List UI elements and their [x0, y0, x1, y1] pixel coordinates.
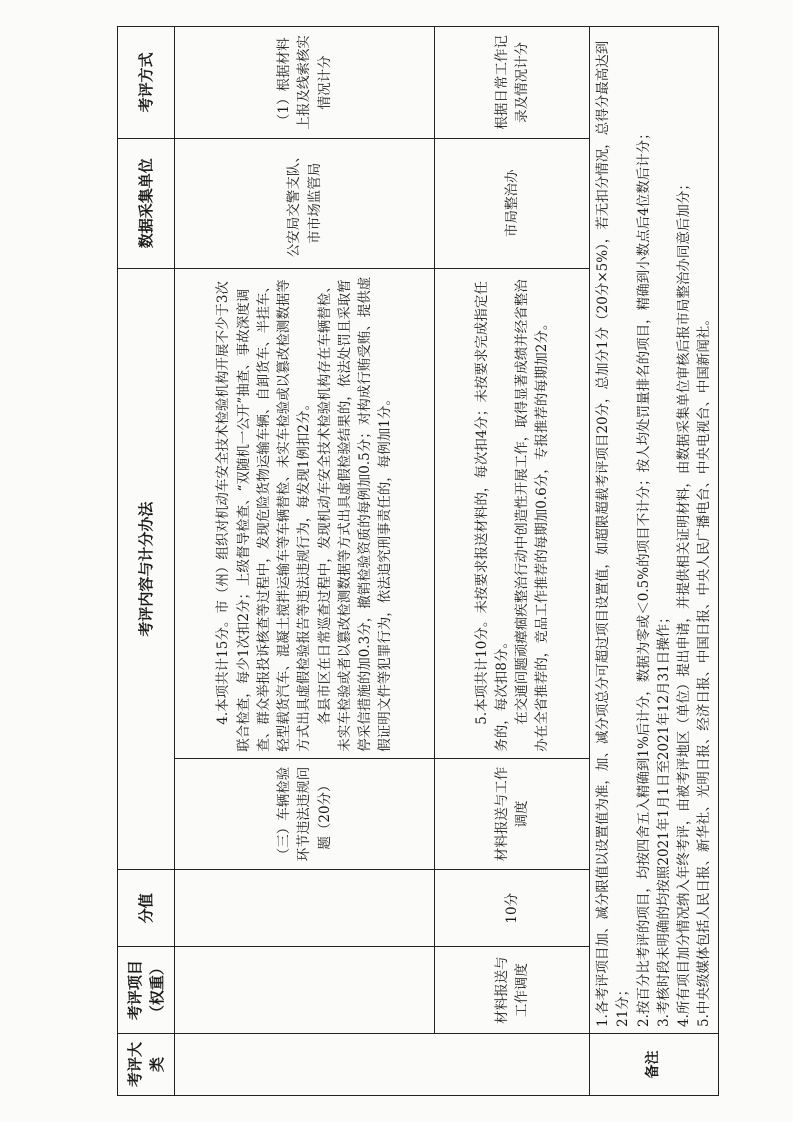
item-cell: [175, 947, 435, 1034]
score-cell: 10分: [435, 870, 590, 947]
note-item: 3.考核时段未明确的均按照2021年1月1日至2021年12月31日操作；: [655, 610, 672, 1027]
header-score: 分值: [118, 870, 175, 947]
content-cell: [175, 268, 435, 758]
header-category: 考评大类: [118, 1034, 175, 1096]
header-row: [118, 27, 175, 1096]
score-cell: [175, 870, 435, 947]
sub-item-cell: （三）车辆检验环节违法违规问题（20分）: [175, 758, 435, 870]
header-source: 数据采集单位: [118, 138, 175, 268]
notes-label: 备注: [590, 1034, 719, 1096]
item-cell: 材料报送与工作调度: [435, 947, 590, 1034]
note-item: 2.按百分比考评的项目，均按四舍五入精确到1%后计分，数据为零或＜0.5%的项目不计分；按人均处罚量排名的项目，精确到小数点后4位数后计分；: [635, 126, 652, 1027]
content-paragraph: 各县市区在日常巡查过程中，发现机动车安全技术检验机构存在车辆替检、未实车检验或者以篡改检测数据等方式出具虚假检验结果的，依法处罚且采取暂停采信措施的加0.3分，撤销检验资质的每例加0.5分；对构成行贿受贿、提供虚假证明文件等犯罪行为，依法追究刑事责任的，每例加1分。: [316, 276, 394, 752]
notes-row: [590, 27, 719, 1096]
source-cell: 公安局交警支队、市市场监管局: [175, 138, 435, 268]
assessment-table: [117, 26, 719, 1096]
method-cell: 根据日常工作记录及情况计分: [435, 27, 590, 139]
content-paragraph: 4.本项共计15分。市（州）组织对机动车安全技术检验机构开展不少于3次联合检查，每少1次扣2分；上级督导检查、“双随机一公开”抽查、事故深度调查、群众举报投诉核查等过程中，发现危险货物运输车辆、自卸货车、半挂车、轻型载货汽车、混凝土搅拌运输车等车辆替检、未实车检验或以篡改检测数据等方式出具虚假检验报告等违法违规行为，每发现1例扣2分。: [215, 279, 313, 752]
content-cell: [435, 268, 590, 758]
category-cell: [175, 1034, 590, 1096]
note-item: 1.各考评项目加、减分限值以设置值为准，加、减分项总分可超过项目设置值，如超限超载考评项目20分，总加分1分（20分×5%），若无扣分情况，总得分最高达到21分；: [595, 40, 632, 1027]
rotated-table-sheet: [117, 26, 793, 1096]
sub-item-cell: 材料报送与工作调度: [435, 758, 590, 870]
header-method: 考评方式: [118, 27, 175, 139]
header-content: 考评内容与计分办法: [118, 268, 175, 869]
notes-cell: [590, 27, 719, 1034]
method-cell: （1）根据材料上报及线索核实情况计分: [175, 27, 435, 139]
source-cell: 市局整治办: [435, 138, 590, 268]
header-item: 考评项目（权重）: [118, 947, 175, 1034]
content-paragraph: 在交通问题顽瘴痼疾整治行动中创造性开展工作，取得显著成绩并经省整治办在全省推荐的，竞品工作推荐的每期加0.6分，专报推荐的每期加2分。: [514, 279, 551, 752]
table-row: [175, 27, 435, 1096]
content-paragraph: 5.本项共计10分。未按要求报送材料的，每次扣4分；未按要求完成指定任务的，每次扣8分。: [473, 281, 510, 752]
note-item: 4.所有项目加分情况纳入年终考评，由被考评地区（单位）提出申请，并提供相关证明材料，由数据采集单位审核后报市局整治办同意后加分；: [676, 177, 692, 1027]
table-row: [435, 27, 590, 1096]
note-item: 5.中央级媒体包括人民日报、新华社、光明日报、经济日报、中国日报、中央人民广播电台、中央电视台、中国新闻社。: [696, 312, 713, 1027]
